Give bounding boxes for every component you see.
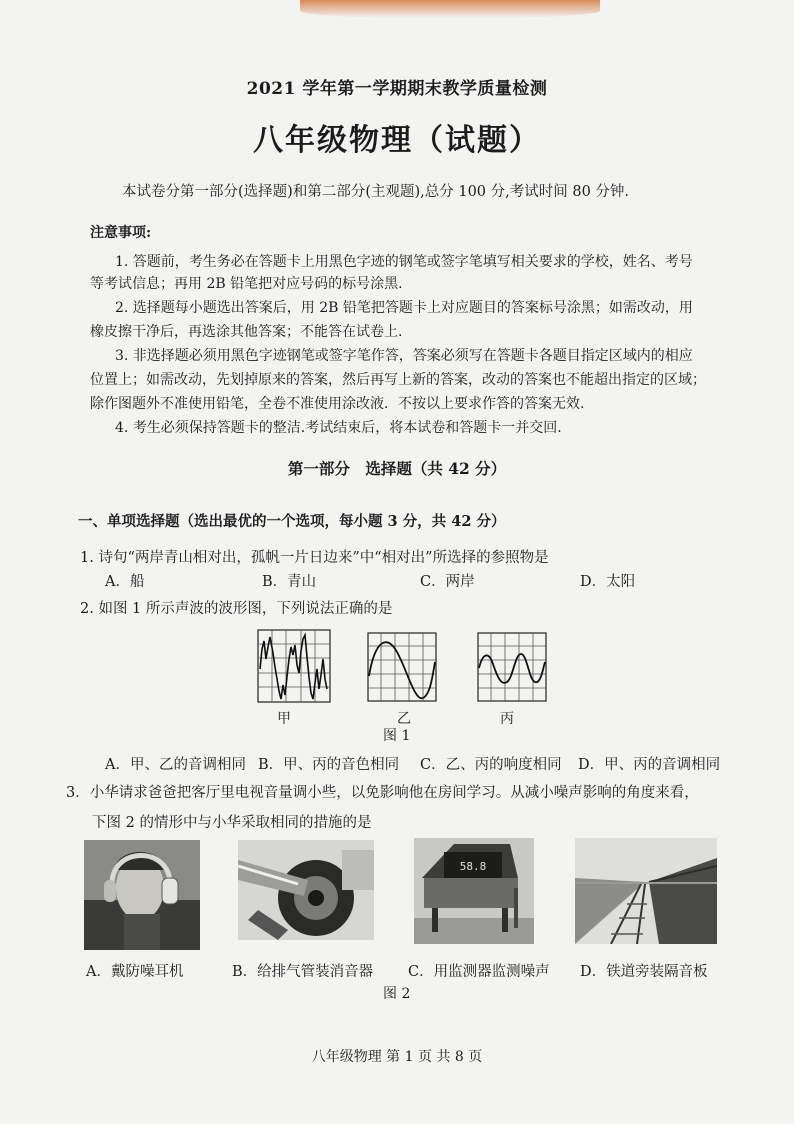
question-1-stem: 1. 诗句“两岸青山相对出，孤帆一片日边来”中“相对出”所选择的参照物是 — [80, 550, 549, 566]
q1-option-a: A．船 — [105, 574, 145, 590]
notice-line: 3. 非选择题必须用黑色字迹钢笔或签字笔作答，答案必须写在答题卡各题目指定区域内的相应 — [115, 348, 693, 364]
question-3-stem-line1: 3．小华请求爸爸把客厅里电视音量调小些，以免影响他在房间学习。从减小噪声影响的角度来看， — [66, 785, 699, 801]
q3-option-c: C．用监测器监测噪声 — [408, 964, 550, 980]
page-title: 八年级物理（试题） — [253, 123, 541, 158]
q3-option-b: B．给排气管装消音器 — [232, 964, 374, 980]
q2-option-a: A．甲、乙的音调相同 — [105, 757, 246, 773]
paper-stain — [300, 0, 600, 18]
notice-line: 位置上；如需改动，先划掉原来的答案，然后再写上新的答案，改动的答案也不能超出指定的区域； — [90, 372, 706, 388]
q3-option-a: A．戴防噪耳机 — [86, 964, 184, 980]
question-2-stem: 2. 如图 1 所示声波的波形图，下列说法正确的是 — [80, 601, 393, 617]
photo-railway-sound-barrier — [575, 838, 717, 944]
waveform-yi-graph — [367, 632, 437, 702]
intro-text: 本试卷分第一部分(选择题)和第二部分(主观题),总分 100 分,考试时间 80 分钟. — [122, 184, 630, 200]
q2-option-c: C．乙、丙的响度相同 — [420, 757, 562, 773]
q1-option-d: D．太阳 — [580, 574, 636, 590]
waveform-jia-graph — [257, 629, 331, 703]
q2-option-d: D．甲、丙的音调相同 — [578, 757, 721, 773]
figure-2-caption: 图 2 — [383, 986, 411, 1002]
monitor-display-text: 58.8 — [459, 860, 487, 873]
section-subtitle: 一、单项选择题（选出最优的一个选项，每小题 3 分，共 42 分） — [78, 513, 506, 530]
question-3-stem-line2: 下图 2 的情形中与小华采取相同的措施的是 — [92, 815, 372, 831]
wave-label-yi: 乙 — [397, 711, 411, 727]
photo-noise-cancelling-headphones — [84, 840, 200, 950]
page-footer: 八年级物理 第 1 页 共 8 页 — [311, 1049, 483, 1065]
section-title: 第一部分 选择题（共 42 分） — [287, 459, 507, 478]
notice-line: 4. 考生必须保持答题卡的整洁.考试结束后，将本试卷和答题卡一并交回. — [115, 420, 562, 436]
notice-line: 除作图题外不准使用铅笔，全卷不准使用涂改液．不按以上要求作答的答案无效. — [90, 396, 585, 412]
waveform-bing-graph — [477, 632, 547, 702]
q3-option-d: D．铁道旁装隔音板 — [580, 964, 708, 980]
q2-option-b: B．甲、丙的音色相同 — [258, 757, 400, 773]
notice-line: 等考试信息；再用 2B 铅笔把对应号码的标号涂黑. — [90, 276, 403, 292]
figure-1-caption: 图 1 — [383, 728, 411, 744]
exam-title: 2021 学年第一学期期末教学质量检测 — [246, 79, 548, 99]
notice-line: 2. 选择题每小题选出答案后，用 2B 铅笔把答题卡上对应题目的答案标号涂黑；如需改动，用 — [115, 300, 693, 316]
notice-line: 橡皮擦干净后，再选涂其他答案；不能答在试卷上. — [90, 324, 403, 340]
wave-label-bing: 丙 — [500, 711, 514, 727]
wave-label-jia: 甲 — [277, 711, 291, 727]
photo-noise-monitor — [414, 838, 534, 944]
q1-option-b: B．青山 — [262, 574, 317, 590]
notice-line: 1. 答题前，考生务必在答题卡上用黑色字迹的钢笔或签字笔填写相关要求的学校，姓名、考号 — [115, 254, 693, 270]
q1-option-c: C．两岸 — [420, 574, 475, 590]
notice-heading: 注意事项: — [90, 225, 152, 241]
photo-exhaust-muffler — [238, 840, 374, 940]
